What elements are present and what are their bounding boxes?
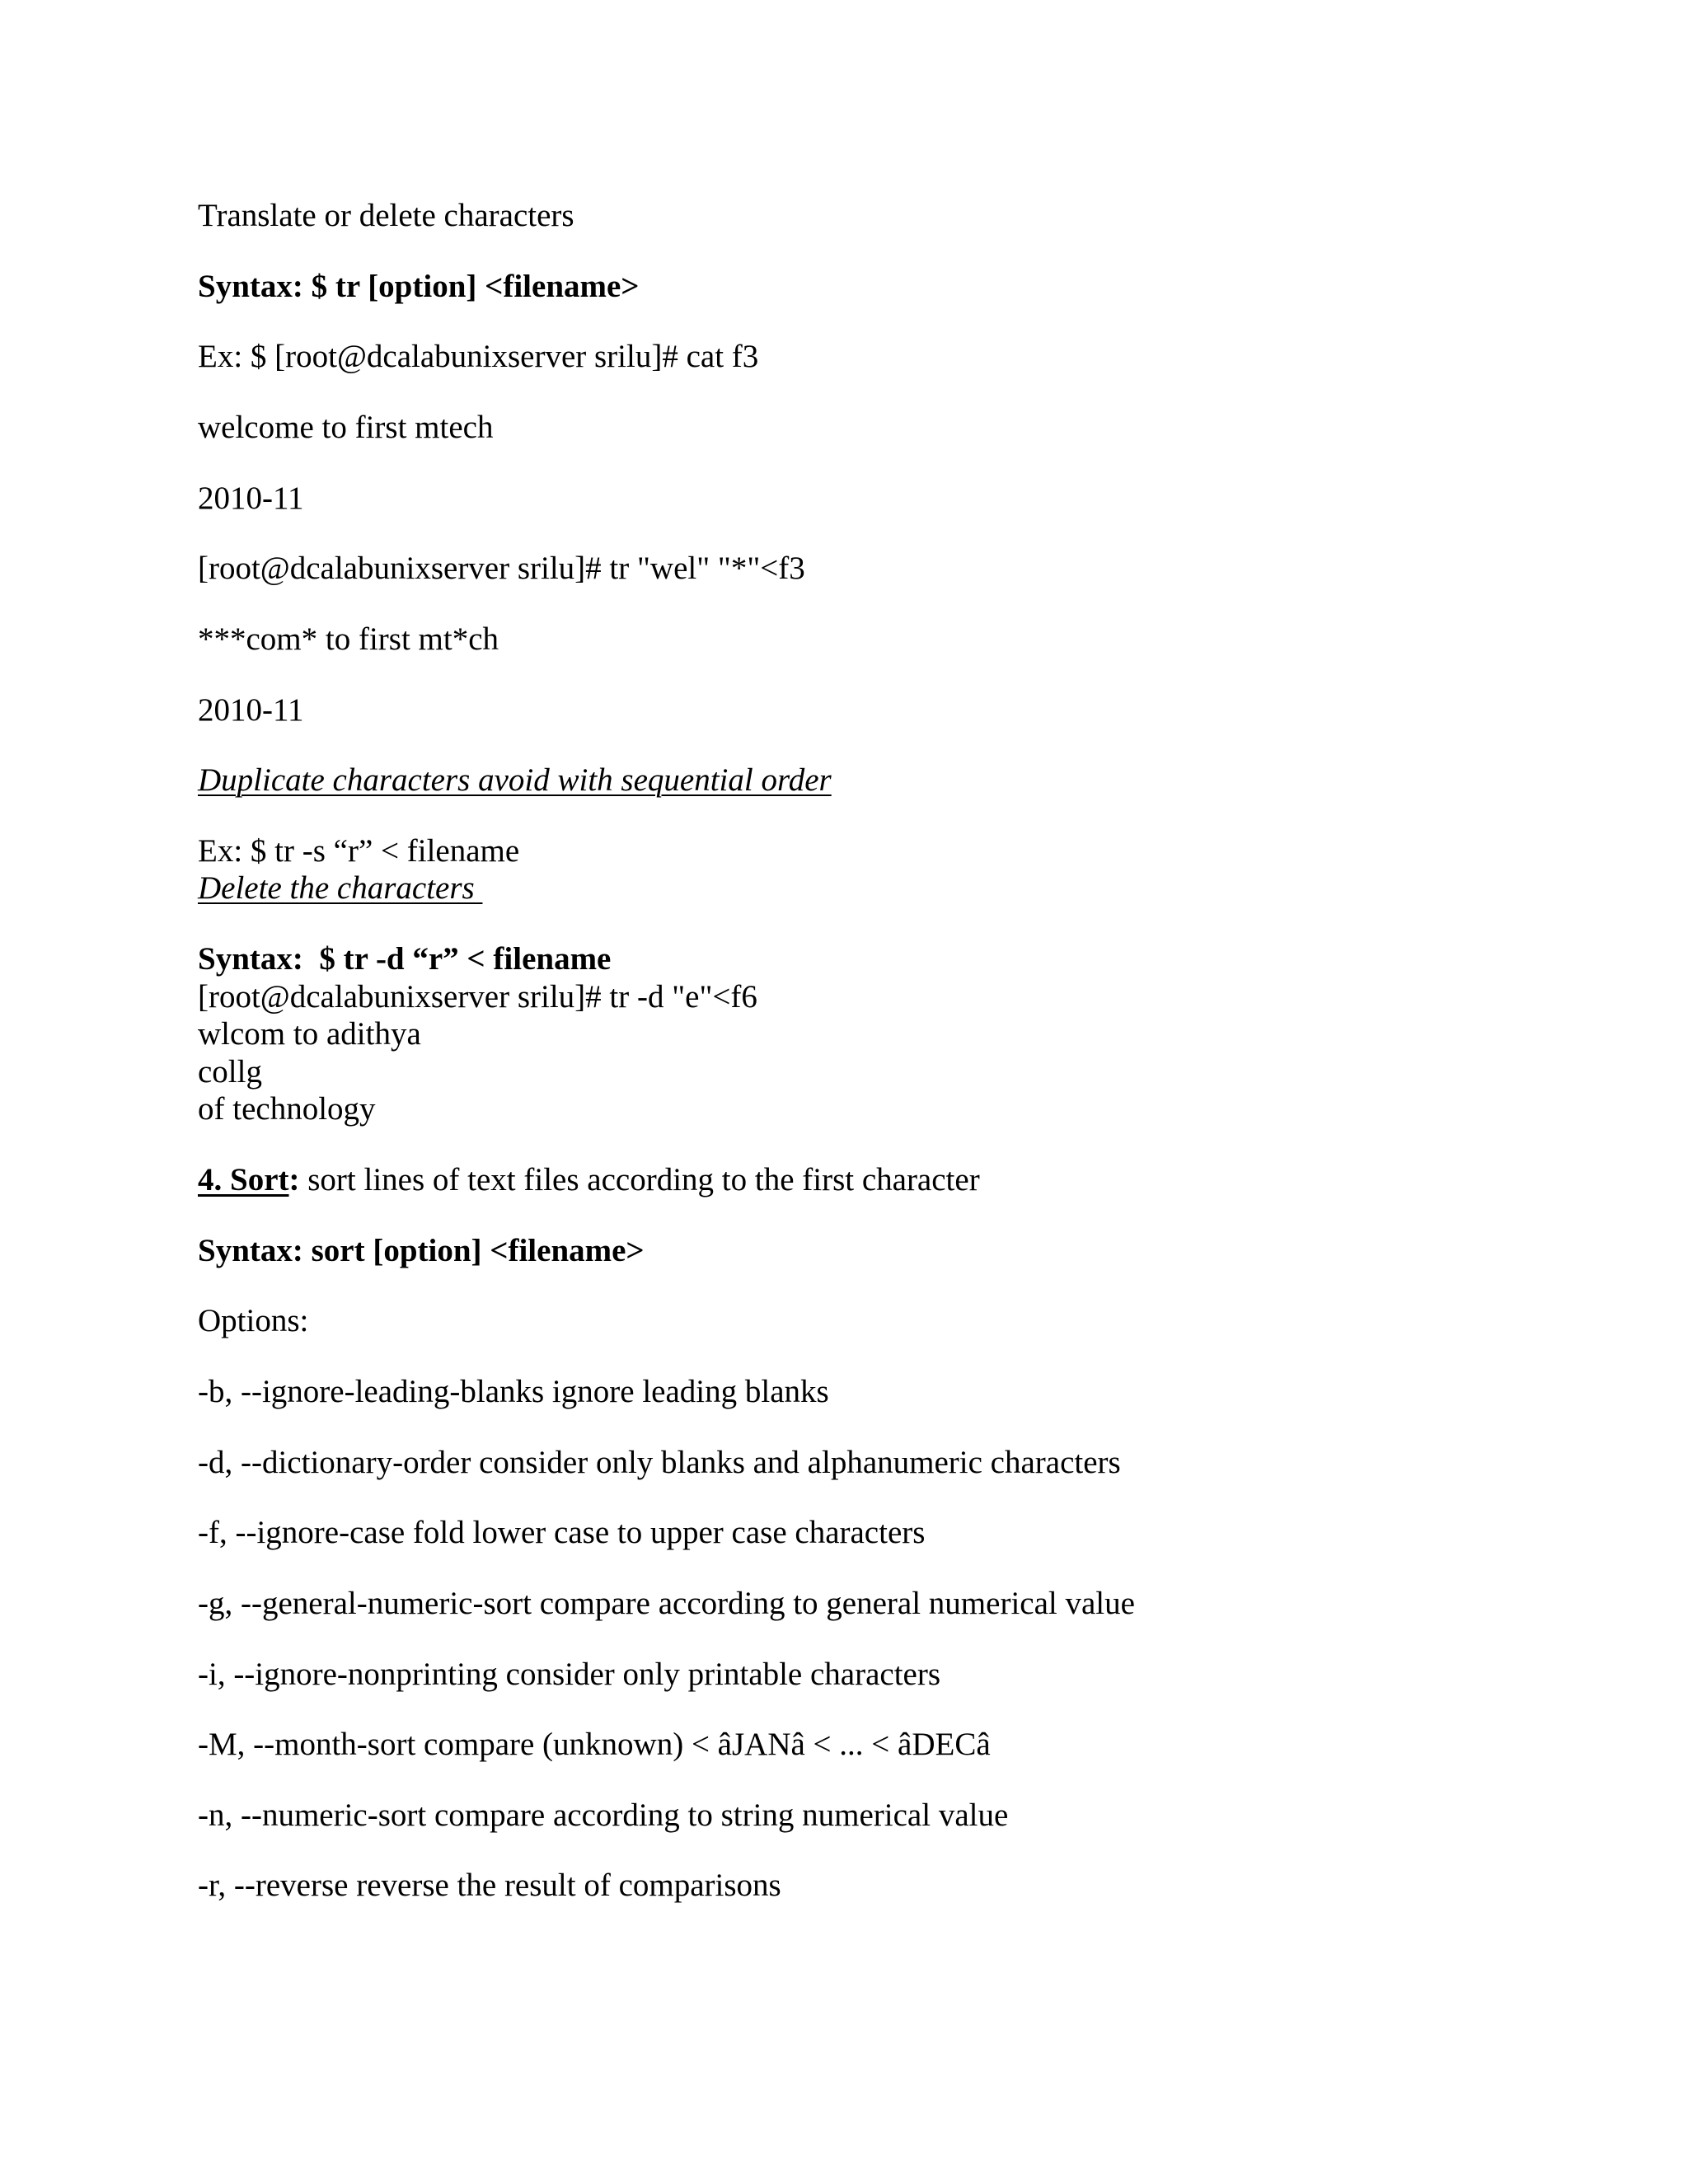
tr-translate-output-line-1: ***com* to first mt*ch (198, 621, 499, 657)
sort-description: sort lines of text files according to the first character (299, 1162, 980, 1197)
tr-intro-text: Translate or delete characters (198, 198, 574, 233)
sort-option-item: -f, --ignore-case fold lower case to upper case characters (198, 1515, 926, 1550)
tr-translate-output-line-2: 2010-11 (198, 692, 304, 728)
sort-option-item: -i, --ignore-nonprinting consider only printable characters (198, 1657, 941, 1692)
sort-heading-title: 4. Sort (198, 1162, 289, 1197)
tr-translate-command: [root@dcalabunixserver srilu]# tr "wel" "*"<f3 (198, 551, 805, 586)
sort-options-label: Options: (198, 1303, 309, 1338)
delete-syntax-line: Syntax: $ tr -d “r” < filename (198, 941, 612, 977)
tr-example-output-line-2: 2010-11 (198, 480, 304, 516)
sort-option-item: -r, --reverse reverse the result of comparisons (198, 1868, 781, 1903)
tr-example-command: Ex: $ [root@dcalabunixserver srilu]# cat f3 (198, 339, 759, 374)
delete-heading: Delete the characters (198, 870, 483, 906)
tr-syntax-line: Syntax: $ tr [option] <filename> (198, 269, 640, 304)
sort-option-item: -b, --ignore-leading-blanks ignore leading blanks (198, 1374, 829, 1409)
sort-heading-colon: : (288, 1162, 300, 1197)
sort-option-item: -M, --month-sort compare (unknown) < âJANâ < ... < âDECâ (198, 1727, 991, 1762)
sort-option-item: -d, --dictionary-order consider only blanks and alphanumeric characters (198, 1445, 1121, 1480)
sort-option-item: -n, --numeric-sort compare according to string numerical value (198, 1797, 1009, 1833)
sort-option-item: -g, --general-numeric-sort compare according to general numerical value (198, 1586, 1135, 1621)
delete-output-line-1: wlcom to adithya (198, 1016, 421, 1052)
tr-example-output-line-1: welcome to first mtech (198, 410, 494, 445)
delete-command: [root@dcalabunixserver srilu]# tr -d "e"<f6 (198, 979, 757, 1015)
delete-output-line-3: of technology (198, 1091, 376, 1127)
squeeze-example: Ex: $ tr -s “r” < filename (198, 833, 520, 869)
sort-syntax-line: Syntax: sort [option] <filename> (198, 1233, 645, 1268)
delete-output-line-2: collg (198, 1054, 262, 1090)
sort-heading-line (198, 1161, 980, 1199)
squeeze-heading: Duplicate characters avoid with sequential order (198, 762, 832, 798)
